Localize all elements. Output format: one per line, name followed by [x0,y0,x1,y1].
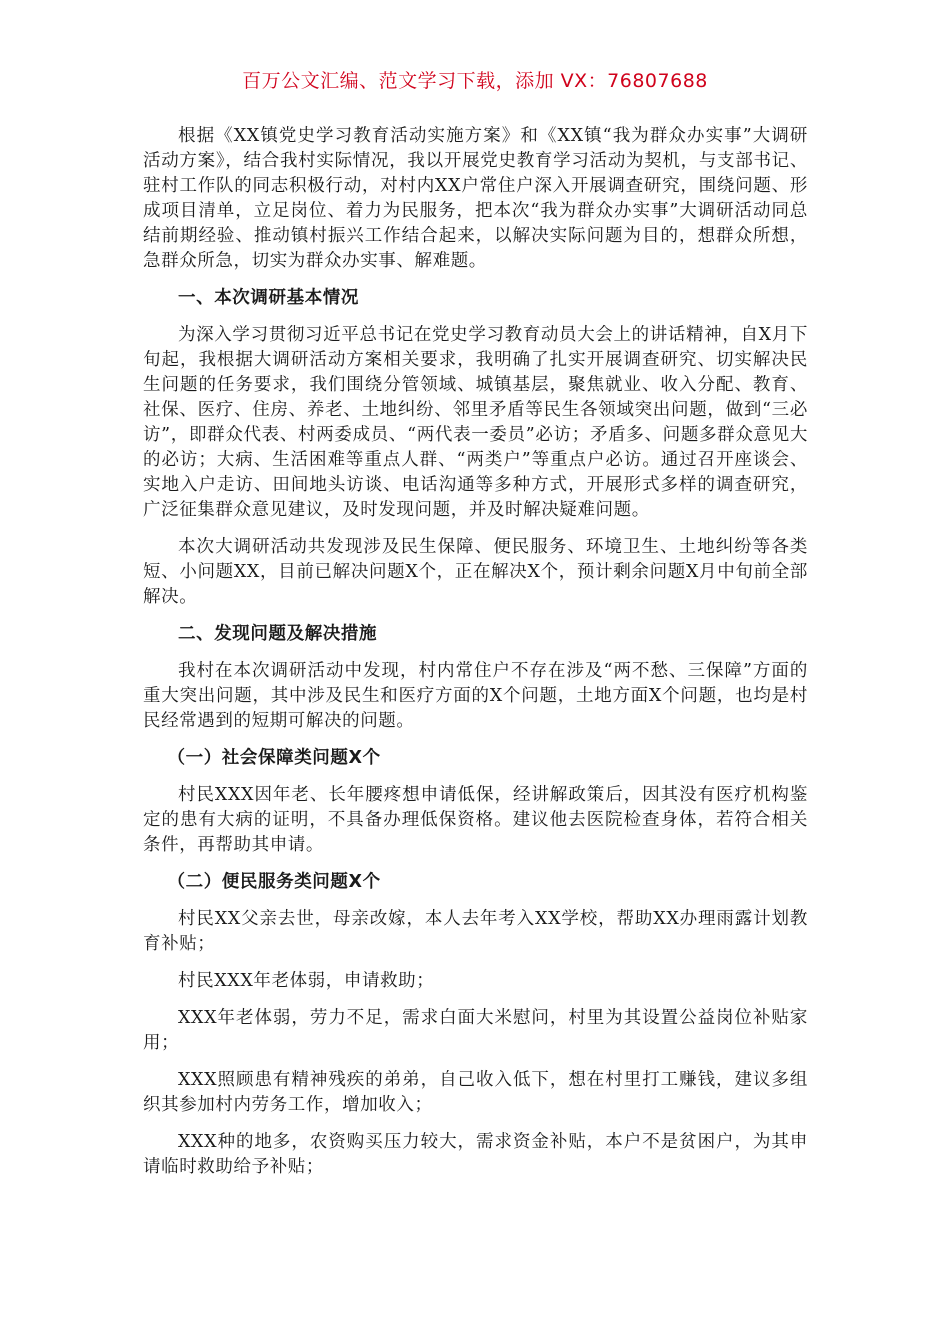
subsection-heading-convenience-services: （二）便民服务类问题X个 [167,872,381,892]
header-banner: 百万公文汇编、范文学习下载，添加 VX：76807688 [242,70,708,92]
document-body [143,124,808,1180]
paragraph: 村民XXX因年老、长年腰疼想申请低保，经讲解政策后，因其没有医疗机构鉴定的患有大病的证明，不具备办理低保资格。建议他去医院检查身体，若符合相关条件，再帮助其申请。 [143,785,808,855]
paragraph: XXX年老体弱，劳力不足，需求白面大米慰问，村里为其设置公益岗位补贴家用； [143,1008,808,1053]
subsection-heading-social-security: （一）社会保障类问题X个 [167,748,381,768]
intro-paragraph: 根据《XX镇党史学习教育活动实施方案》和《XX镇“我为群众办实事”大调研活动方案》，结合我村实际情况，我以开展党史教育学习活动为契机，与支部书记、驻村工作队的同志积极行动，对村内XX户常住户深入开展调查研究，围绕问题、形成项目清单，立足岗位、着力为民服务，把本次“我为群众办实事”大调研活动同总结前期经验、推动镇村振兴工作结合起来，以解决实际问题为目的，想群众所想，急群众所急，切实为群众办实事、解难题。 [143,126,808,271]
paragraph: 本次大调研活动共发现涉及民生保障、便民服务、环境卫生、土地纠纷等各类短、小问题XX，目前已解决问题X个，正在解决X个，预计剩余问题X月中旬前全部解决。 [143,537,808,607]
paragraph: XXX种的地多，农资购买压力较大，需求资金补贴，本户不是贫困户，为其申请临时救助给予补贴； [143,1132,808,1177]
section-heading-problems-measures: 二、发现问题及解决措施 [178,624,378,644]
paragraph: 村民XX父亲去世，母亲改嫁，本人去年考入XX学校，帮助XX办理雨露计划教育补贴； [143,909,808,954]
paragraph: 我村在本次调研活动中发现，村内常住户不存在涉及“两不愁、三保障”方面的重大突出问题，其中涉及民生和医疗方面的X个问题，土地方面X个问题，也均是村民经常遇到的短期可解决的问题。 [143,661,808,731]
paragraph: 村民XXX年老体弱，申请救助； [178,971,435,991]
paragraph: 为深入学习贯彻习近平总书记在党史学习教育动员大会上的讲话精神，自X月下旬起，我根据大调研活动方案相关要求，我明确了扎实开展调查研究、切实解决民生问题的任务要求，我们围绕分管领域、城镇基层，聚焦就业、收入分配、教育、社保、医疗、住房、养老、土地纠纷、邻里矛盾等民生各领域突出问题，做到“三必访”，即群众代表、村两委成员、“两代表一委员”必访；矛盾多、问题多群众意见大的必访；大病、生活困难等重点人群、“两类户”等重点户必访。通过召开座谈会、实地入户走访、田间地头访谈、电话沟通等多种方式，开展形式多样的调查研究，广泛征集群众意见建议，及时发现问题，并及时解决疑难问题。 [143,325,808,520]
paragraph: XXX照顾患有精神残疾的弟弟，自己收入低下，想在村里打工赚钱，建议多组织其参加村内劳务工作，增加收入； [143,1070,808,1115]
section-heading-basic-situation: 一、本次调研基本情况 [178,288,359,308]
